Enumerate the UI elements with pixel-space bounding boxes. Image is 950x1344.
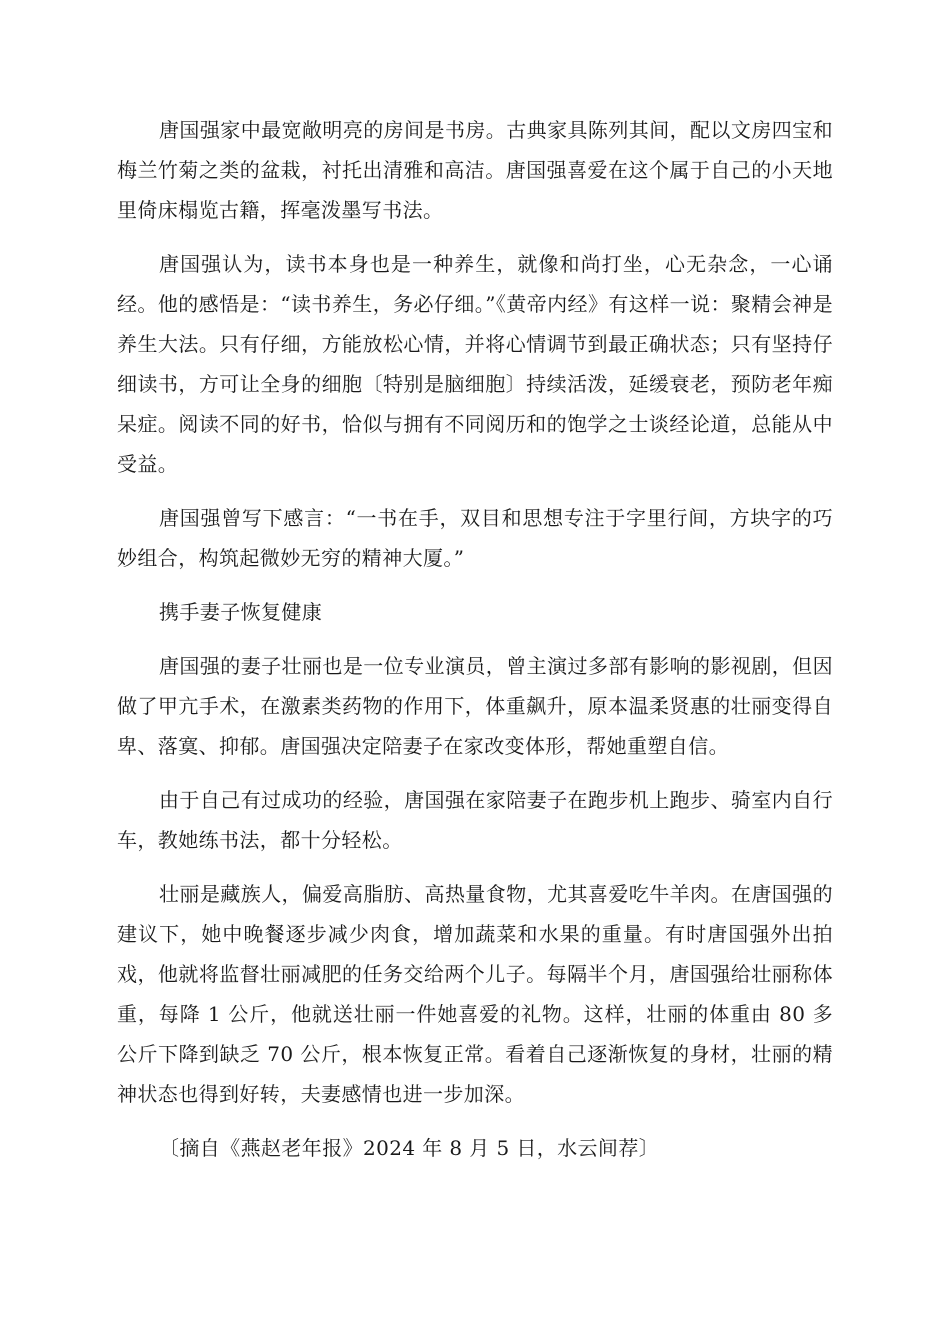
paragraph-gap	[117, 230, 833, 244]
source-citation: 〔摘自《燕赵老年报》2024 年 8 月 5 日，水云间荐〕	[159, 1136, 660, 1160]
paragraph-gap	[117, 766, 833, 780]
paragraph-gap	[117, 860, 833, 874]
paragraph-gap	[117, 632, 833, 646]
paragraph-reading-health: 唐国强认为，读书本身也是一种养生，就像和尚打坐，心无杂念，一心诵经。他的感悟是：“读书养生，务必仔细。”《黄帝内经》有这样一说：聚精会神是养生大法。只有仔细，方能放松心情，并将心情调节到最正确状态；只有坚持仔细读书，方可让全身的细胞〔特别是脑细胞〕持续活泼，延缓衰老，预防老年痴呆症。阅读不同的好书，恰似与拥有不同阅历和的饱学之士谈经论道，总能从中受益。	[117, 252, 833, 476]
paragraph-diet: 壮丽是藏族人，偏爱高脂肪、高热量食物，尤其喜爱吃牛羊肉。在唐国强的建议下，她中晚餐逐步减少肉食，增加蔬菜和水果的重量。有时唐国强外出拍戏，他就将监督壮丽减肥的任务交给两个儿子。每隔半个月，唐国强给壮丽称体重，每降 1 公斤，他就送壮丽一件她喜爱的礼物。这样，壮丽的体重由 80 多公斤下降到缺乏 70 公斤，根本恢复正常。看着自己逐渐恢复的身材，壮丽的精神状态也得到好转，夫妻感情也进一步加深。	[117, 882, 833, 1106]
paragraph-study-room: 唐国强家中最宽敞明亮的房间是书房。古典家具陈列其间，配以文房四宝和梅兰竹菊之类的盆栽，衬托出清雅和高洁。唐国强喜爱在这个属于自己的小天地里倚床榻览古籍，挥毫泼墨写书法。	[117, 118, 833, 222]
paragraph-exercise: 由于自己有过成功的经验，唐国强在家陪妻子在跑步机上跑步、骑室内自行车，教她练书法，都十分轻松。	[117, 788, 833, 852]
document-page	[117, 110, 833, 1168]
paragraph-quote: 唐国强曾写下感言：“一书在手，双目和思想专注于字里行间，方块字的巧妙组合，构筑起微妙无穷的精神大厦。”	[117, 506, 833, 570]
paragraph-gap	[117, 1114, 833, 1128]
paragraph-wife: 唐国强的妻子壮丽也是一位专业演员，曾主演过多部有影响的影视剧，但因做了甲亢手术，在激素类药物的作用下，体重飙升，原本温柔贤惠的壮丽变得自卑、落寞、抑郁。唐国强决定陪妻子在家改变体形，帮她重塑自信。	[117, 654, 833, 758]
paragraph-gap	[117, 484, 833, 498]
paragraph-gap	[117, 578, 833, 592]
section-heading: 携手妻子恢复健康	[159, 600, 323, 624]
